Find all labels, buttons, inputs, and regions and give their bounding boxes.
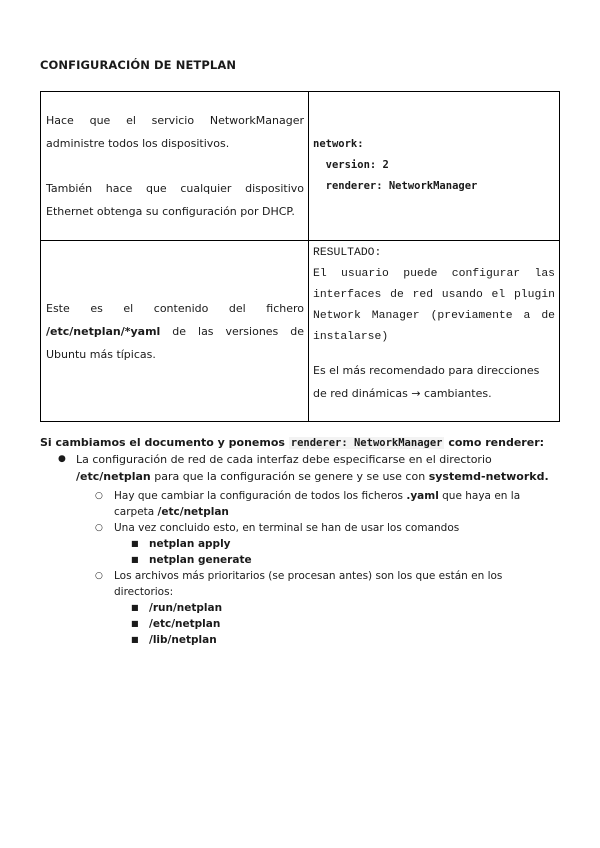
intro-text: Si cambiamos el documento y ponemos — [40, 436, 285, 449]
command-list — [149, 536, 560, 568]
list-text: La configuración de red de cada interfaz debe especificarse en el directorio — [76, 453, 492, 466]
sub-list — [114, 488, 560, 648]
list-text: para que la configuración se genere y se use con — [154, 470, 426, 483]
command-item: ■ netplan apply — [149, 536, 560, 552]
table-cell-description — [41, 92, 309, 241]
file-extension: .yaml — [406, 490, 439, 502]
directory-item: ■ /etc/netplan — [149, 616, 560, 632]
bullet-list — [76, 451, 560, 648]
result-text: RESULTADO: El usuario puede configurar las interfaces de red usando el plugin Network Manager (previamente a de instalarse) — [313, 247, 555, 343]
list-text: Hay que cambiar la configuración de todos los ficheros — [114, 490, 403, 502]
list-item — [114, 568, 560, 648]
description-text: de las versiones de Ubuntu más típicas. — [46, 324, 304, 361]
yaml-code-line: network: — [313, 137, 364, 150]
description-paragraph: Hace que el servicio NetworkManager administre todos los dispositivos. — [46, 114, 304, 150]
file-path: /etc/netplan/*yaml — [46, 324, 161, 338]
directory-item: ■ /lib/netplan — [149, 632, 560, 648]
description-paragraph: También hace que cualquier dispositivo Ethernet obtenga su configuración por DHCP. — [46, 182, 304, 218]
list-text: Los archivos más prioritarios (se procesan antes) son los que están en los directorios: — [114, 570, 503, 598]
list-item — [114, 488, 560, 520]
result-note: Es el más recomendado para direcciones de red dinámicas → cambiantes. — [313, 364, 540, 400]
renderer-section — [40, 435, 560, 648]
directory-item: ■ /run/netplan — [149, 600, 560, 616]
directory-list — [149, 600, 560, 648]
list-text: que haya en la carpeta — [114, 490, 521, 518]
table-row — [41, 92, 560, 241]
list-text: Una vez concluido esto, en terminal se han de usar los comandos — [114, 522, 460, 534]
section-intro — [40, 435, 560, 451]
inline-code: renderer: NetworkManager — [290, 437, 443, 449]
table-cell-code — [309, 92, 560, 241]
table-row — [41, 241, 560, 422]
description-text: Este es el contenido del fichero — [46, 301, 304, 315]
table-cell-description — [41, 241, 309, 422]
yaml-code-line: renderer: NetworkManager — [313, 179, 478, 192]
page-title: CONFIGURACIÓN DE NETPLAN — [40, 58, 237, 72]
directory-path: /etc/netplan — [157, 506, 229, 518]
directory-path: /etc/netplan — [76, 470, 151, 483]
yaml-code-line: version: 2 — [313, 158, 389, 171]
service-name: systemd-networkd. — [428, 470, 549, 483]
list-item — [76, 451, 560, 648]
intro-text: como renderer: — [448, 436, 545, 449]
table-cell-result — [309, 241, 560, 422]
netplan-table — [40, 91, 560, 422]
list-item — [114, 520, 560, 568]
command-item: ■ netplan generate — [149, 552, 560, 568]
